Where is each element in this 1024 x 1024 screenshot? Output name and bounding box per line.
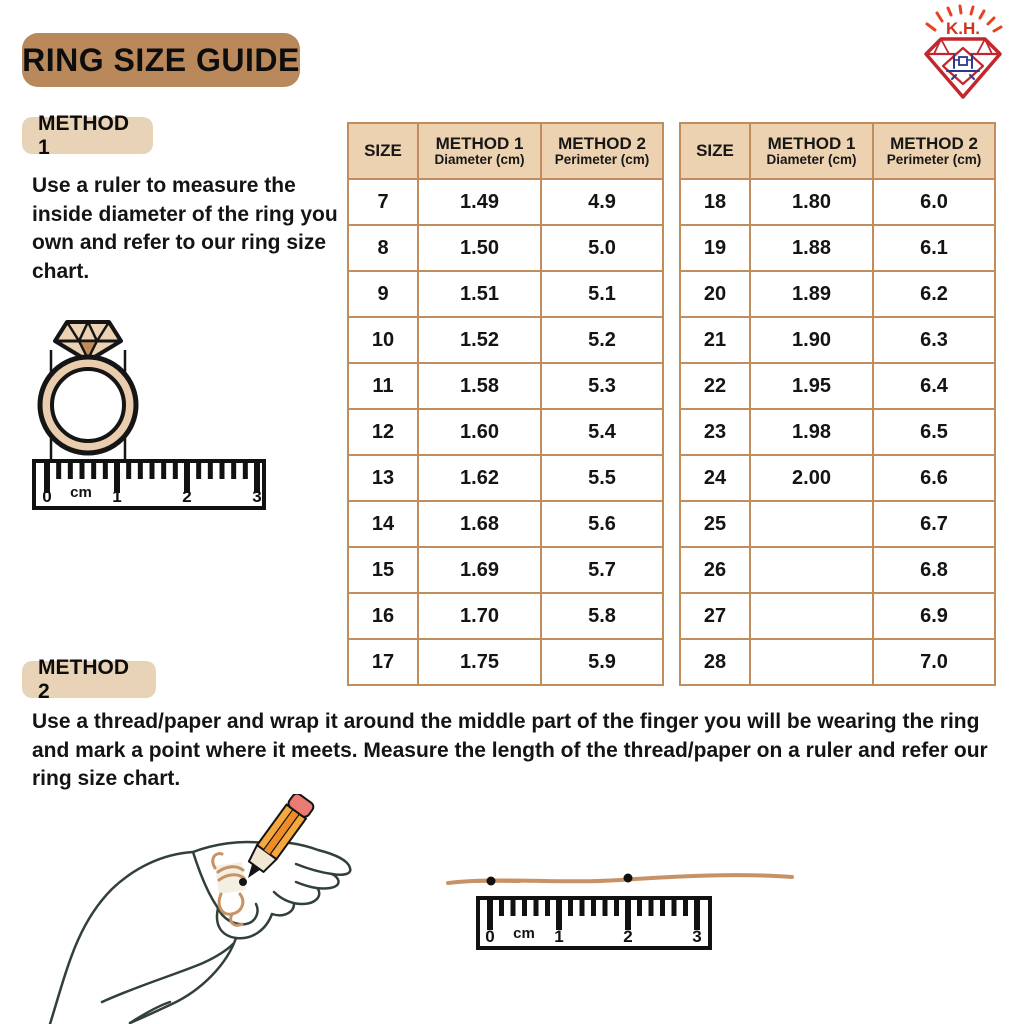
logo-initials: K.H. <box>946 19 980 38</box>
table-cell: 19 <box>680 225 750 271</box>
table-cell: 6.6 <box>873 455 995 501</box>
ruler-unit-label: cm <box>70 484 92 501</box>
table-cell: 5.2 <box>541 317 663 363</box>
table-cell: 5.3 <box>541 363 663 409</box>
table-cell: 16 <box>348 593 418 639</box>
table-cell: 6.9 <box>873 593 995 639</box>
table-cell: 6.4 <box>873 363 995 409</box>
table-row <box>348 639 663 685</box>
table-cell: 1.70 <box>418 593 541 639</box>
logo-diamond-icon <box>926 39 1000 97</box>
table-cell: 6.0 <box>873 179 995 225</box>
size-table-left <box>347 122 664 686</box>
table-cell: 4.9 <box>541 179 663 225</box>
table-cell: 17 <box>348 639 418 685</box>
table-cell: 24 <box>680 455 750 501</box>
page-title: RING SIZE GUIDE <box>22 33 300 87</box>
table-cell: 1.75 <box>418 639 541 685</box>
table-cell: 6.5 <box>873 409 995 455</box>
table-cell: 5.7 <box>541 547 663 593</box>
table-cell: 1.60 <box>418 409 541 455</box>
table-row <box>348 317 663 363</box>
table-cell: 8 <box>348 225 418 271</box>
table-cell: 5.0 <box>541 225 663 271</box>
ruler-tick-label: 2 <box>623 927 633 946</box>
ruler-tick-label: 3 <box>252 487 262 506</box>
table-cell <box>750 501 873 547</box>
table-row <box>348 593 663 639</box>
table-cell <box>750 593 873 639</box>
table-cell: 22 <box>680 363 750 409</box>
ruler-icon <box>34 461 264 508</box>
table-row <box>348 455 663 501</box>
table-cell: 6.7 <box>873 501 995 547</box>
ring-measure-illustration <box>18 297 268 512</box>
table-row <box>680 317 995 363</box>
table-cell: 1.88 <box>750 225 873 271</box>
table-row <box>680 547 995 593</box>
table-cell <box>750 639 873 685</box>
table-cell: 5.6 <box>541 501 663 547</box>
thread-icon <box>448 875 792 883</box>
table-row <box>680 363 995 409</box>
column-header-method1: METHOD 1 Diameter (cm) <box>750 123 873 179</box>
table-cell: 1.69 <box>418 547 541 593</box>
table-cell: 11 <box>348 363 418 409</box>
method2-heading: METHOD 2 <box>22 661 156 698</box>
table-cell: 5.4 <box>541 409 663 455</box>
table-row <box>680 271 995 317</box>
table-cell: 5.9 <box>541 639 663 685</box>
table-cell: 1.90 <box>750 317 873 363</box>
table-cell: 18 <box>680 179 750 225</box>
hand-icon <box>50 842 350 1024</box>
table-cell: 27 <box>680 593 750 639</box>
pencil-icon <box>238 794 315 885</box>
table-row <box>680 593 995 639</box>
column-header-method2: METHOD 2 Perimeter (cm) <box>541 123 663 179</box>
table-row <box>680 455 995 501</box>
table-cell: 1.51 <box>418 271 541 317</box>
table-row <box>680 225 995 271</box>
table-cell <box>750 547 873 593</box>
table-cell: 9 <box>348 271 418 317</box>
ruler-unit-label: cm <box>513 925 535 942</box>
table-cell: 6.8 <box>873 547 995 593</box>
column-header-method1: METHOD 1 Diameter (cm) <box>418 123 541 179</box>
table-cell: 14 <box>348 501 418 547</box>
table-cell: 5.1 <box>541 271 663 317</box>
table-row <box>680 639 995 685</box>
table-cell: 1.95 <box>750 363 873 409</box>
table-header-row <box>348 123 663 179</box>
ruler-tick-label: 0 <box>42 487 52 506</box>
table-cell: 6.1 <box>873 225 995 271</box>
table-cell: 1.58 <box>418 363 541 409</box>
method2-description: Use a thread/paper and wrap it around the middle part of the finger you will be wearing the ring and mark a point where it meets. Measure the length of the thread/paper on a ruler and refer our ring size chart. <box>32 710 988 791</box>
table-row <box>348 547 663 593</box>
mark-dot <box>624 874 633 883</box>
table-row <box>680 179 995 225</box>
table-row <box>348 179 663 225</box>
ruler-icon <box>478 898 710 948</box>
table-row <box>348 225 663 271</box>
table-row <box>348 271 663 317</box>
table-cell: 5.5 <box>541 455 663 501</box>
table-cell: 6.3 <box>873 317 995 363</box>
table-cell: 7.0 <box>873 639 995 685</box>
table-row <box>680 409 995 455</box>
table-cell: 28 <box>680 639 750 685</box>
table-row <box>680 501 995 547</box>
thread-ruler-illustration <box>440 858 800 958</box>
table-cell: 7 <box>348 179 418 225</box>
size-table-right <box>679 122 996 686</box>
ruler-tick-label: 3 <box>692 927 702 946</box>
column-header-size: SIZE <box>680 123 750 179</box>
table-cell: 21 <box>680 317 750 363</box>
table-row <box>348 409 663 455</box>
table-cell: 1.68 <box>418 501 541 547</box>
table-cell: 1.50 <box>418 225 541 271</box>
table-cell: 23 <box>680 409 750 455</box>
table-cell: 1.62 <box>418 455 541 501</box>
method1-description: Use a ruler to measure the inside diameter of the ring you own and refer to our ring size chart. <box>32 174 338 283</box>
column-header-size: SIZE <box>348 123 418 179</box>
mark-dot <box>487 877 496 886</box>
table-row <box>348 363 663 409</box>
column-header-method2: METHOD 2 Perimeter (cm) <box>873 123 995 179</box>
table-cell: 25 <box>680 501 750 547</box>
table-cell: 5.8 <box>541 593 663 639</box>
table-cell: 1.52 <box>418 317 541 363</box>
table-cell: 6.2 <box>873 271 995 317</box>
table-header-row <box>680 123 995 179</box>
table-row <box>348 501 663 547</box>
ring-icon <box>40 322 136 453</box>
ruler-tick-label: 2 <box>182 487 192 506</box>
table-cell: 1.89 <box>750 271 873 317</box>
kh-brand-logo <box>913 4 1013 104</box>
table-cell: 13 <box>348 455 418 501</box>
mark-dot <box>239 878 247 886</box>
table-cell: 1.98 <box>750 409 873 455</box>
table-cell: 12 <box>348 409 418 455</box>
table-cell: 26 <box>680 547 750 593</box>
method1-heading: METHOD 1 <box>22 117 153 154</box>
hand-thread-illustration <box>22 794 382 1024</box>
table-cell: 2.00 <box>750 455 873 501</box>
table-cell: 15 <box>348 547 418 593</box>
ruler-tick-label: 1 <box>112 487 122 506</box>
ruler-tick-label: 0 <box>485 927 495 946</box>
table-cell: 10 <box>348 317 418 363</box>
table-cell: 20 <box>680 271 750 317</box>
table-cell: 1.49 <box>418 179 541 225</box>
ruler-tick-label: 1 <box>554 927 564 946</box>
table-cell: 1.80 <box>750 179 873 225</box>
